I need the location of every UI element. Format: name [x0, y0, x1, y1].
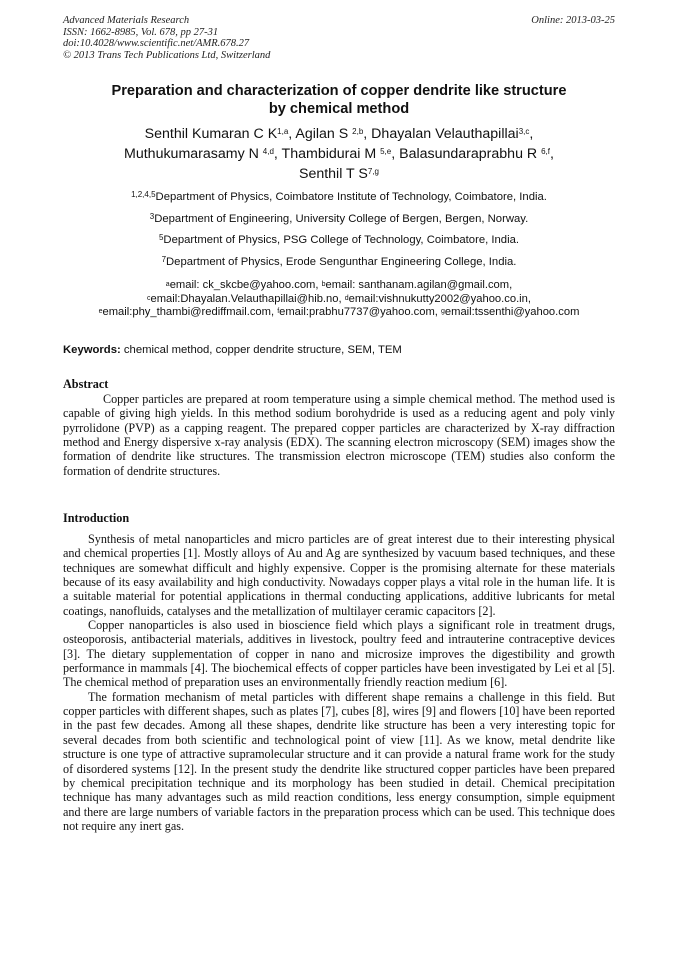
affiliation-text: Department of Engineering, University College of Bergen, Bergen, Norway.	[154, 212, 529, 225]
email-link[interactable]: email:vishnukutty2002@yahoo.co.in,	[348, 292, 531, 305]
author-line-2	[63, 144, 615, 164]
email-sup: d	[344, 294, 349, 302]
email-link[interactable]: email: ck_skcbe@yahoo.com,	[169, 279, 322, 291]
affiliation-sup: 7	[161, 254, 167, 264]
email-link[interactable]: email:Dhayalan.Velauthapillai@hib.no,	[150, 292, 345, 305]
paper-title	[63, 82, 615, 118]
email-sup: e	[98, 308, 103, 315]
keywords	[63, 344, 402, 356]
affiliation-item	[63, 255, 615, 269]
intro-paragraph-3: The formation mechanism of metal particles with different shape remains a challenge in this field. But copper particles with different shapes, such as plates [7], cubes [8], wires [9] and flowers [10] have been reported in the past few decades. Among all these shapes, dendrite like structure has been a very interesting topic for several decades from both scientific and technological point of view [11]. As we know, metal dendrite like structure is one type of attractive supramolecular structure and it can provide a natural frame work for the study of disordered systems [12]. In the present study the dendrite like structured copper particles have been prepared by chemical precipitation technique and its morphology has been studied in detail. Chemical precipitation technique has many advantages such as mild reaction conditions, less energy consumption, simple equipment and there are large numbers of variable factors in the preparation process which can be used. This technique does not require any inert gas.	[63, 689, 615, 833]
author-sup: 5,e	[380, 147, 392, 156]
author-separator: ,	[550, 146, 554, 162]
intro-paragraph-1: Synthesis of metal nanoparticles and micro particles are of great interest due to their interesting physical and chemical properties [1]. Mostly alloys of Au and Ag are synthesized by vacuum based techniques, and these techniques are somewhat difficult and highly expensive. Copper is the promising alternate for these materials because of its easy availability and high conductivity. Nowadays copper plays a vital role in the human life. It is a suitable material for potential applications in thermal conducting applications, additive lubricants for metal coatings, nanofluids, catalyses and the metallization of multilayer ceramic capacitors [2].	[63, 532, 615, 618]
email-line-1	[60, 279, 618, 293]
doi-line: doi:10.4028/www.scientific.net/AMR.678.27	[63, 38, 250, 49]
online-date: Online: 2013-03-25	[531, 15, 615, 26]
email-link[interactable]: email:tssenthi@yahoo.com	[444, 306, 580, 318]
affiliations	[63, 190, 615, 276]
abstract-heading: Abstract	[63, 377, 109, 391]
author-sup: 2,b	[352, 127, 364, 136]
email-line-3	[60, 306, 618, 320]
affiliation-item	[63, 212, 615, 226]
affiliation-text: Department of Physics, Coimbatore Institute of Technology, Coimbatore, India.	[155, 191, 547, 203]
email-link[interactable]: email: santhanam.agilan@gmail.com,	[325, 279, 513, 291]
email-sup: c	[146, 294, 151, 302]
email-line-2	[60, 293, 618, 307]
copyright-line: © 2013 Trans Tech Publications Ltd, Switzerland	[63, 49, 271, 61]
email-sup: b	[321, 281, 326, 288]
affiliation-text: Department of Physics, PSG College of Technology, Coimbatore, India.	[163, 234, 520, 246]
intro-paragraph-2: Copper nanoparticles is also used in bioscience field which plays a significant role in treatment drugs, osteoporosis, antibacterial materials, additives in livestock, poultry feed and intrauterine contraceptive devices [3]. The dietary supplementation of copper in nano and microsize improves the digestibility and growth performance in mammals [4]. The biochemical effects of copper particles have been investigated by Lei et al [5]. The chemical method of preparation uses an environmentally friendly reaction medium [6].	[63, 618, 615, 690]
keywords-label: Keywords:	[63, 344, 121, 356]
author-name: , Balasundaraprabhu R	[391, 146, 542, 162]
affiliation-sup: 5	[158, 233, 164, 242]
author-separator: ,	[529, 126, 534, 142]
introduction-body	[63, 532, 615, 833]
affiliation-text: Department of Physics, Erode Sengunthar Engineering College, India.	[166, 255, 517, 268]
author-line-3	[63, 164, 615, 184]
title-line-2: by chemical method	[268, 101, 410, 117]
author-name: Muthukumarasamy N	[124, 146, 263, 162]
affiliation-sup: 3	[149, 211, 155, 221]
author-name: , Dhayalan Velauthapillai	[363, 126, 519, 142]
email-sup: g	[441, 308, 445, 315]
author-name: Senthil T S	[298, 166, 368, 182]
affiliation-item	[63, 233, 615, 247]
email-list	[60, 279, 618, 320]
affiliation-sup: 1,2,4,5	[131, 190, 156, 199]
author-name: Senthil Kumaran C K	[144, 126, 278, 142]
author-sup: 1,a	[277, 127, 289, 136]
introduction-heading: Introduction	[63, 511, 130, 525]
title-line-1: Preparation and characterization of copper dendrite like structure	[111, 83, 567, 99]
journal-name: Advanced Materials Research	[63, 15, 190, 26]
abstract-body	[63, 392, 615, 478]
author-sup: 4,d	[262, 147, 274, 156]
author-sup: 7,g	[367, 167, 379, 176]
keywords-text: chemical method, copper dendrite structure, SEM, TEM	[120, 344, 402, 356]
journal-header	[63, 15, 270, 61]
author-list	[63, 124, 615, 184]
email-link[interactable]: email:prabhu7737@yahoo.com,	[279, 306, 442, 318]
author-line-1	[63, 124, 615, 144]
author-name: , Agilan S	[288, 126, 353, 142]
email-link[interactable]: email:phy_thambi@rediffmail.com,	[102, 306, 278, 318]
author-sup: 6,f	[541, 147, 550, 156]
email-sup: f	[277, 308, 280, 315]
abstract-paragraph: Copper particles are prepared at room temperature using a simple chemical method. The method used is capable of giving high yields. In this method sodium borohydride is used as a reducing agent and poly vinly pyrrolidone (PVP) as a capping reagent. The prepared copper particles are characterized by X-ray diffraction method and Energy dispersive x-ray analysis (EDX). The scanning electron microscopy (SEM) images show the formation of dendrite like structures. The transmission electron microscope (TEM) studies also conform the formation of dendrite structures.	[63, 392, 615, 478]
affiliation-item	[63, 190, 615, 204]
issn-line: ISSN: 1662-8985, Vol. 678, pp 27-31	[63, 26, 219, 38]
email-sup: a	[165, 281, 170, 288]
author-name: , Thambidurai M	[273, 146, 381, 162]
author-sup: 3,c	[518, 127, 530, 136]
